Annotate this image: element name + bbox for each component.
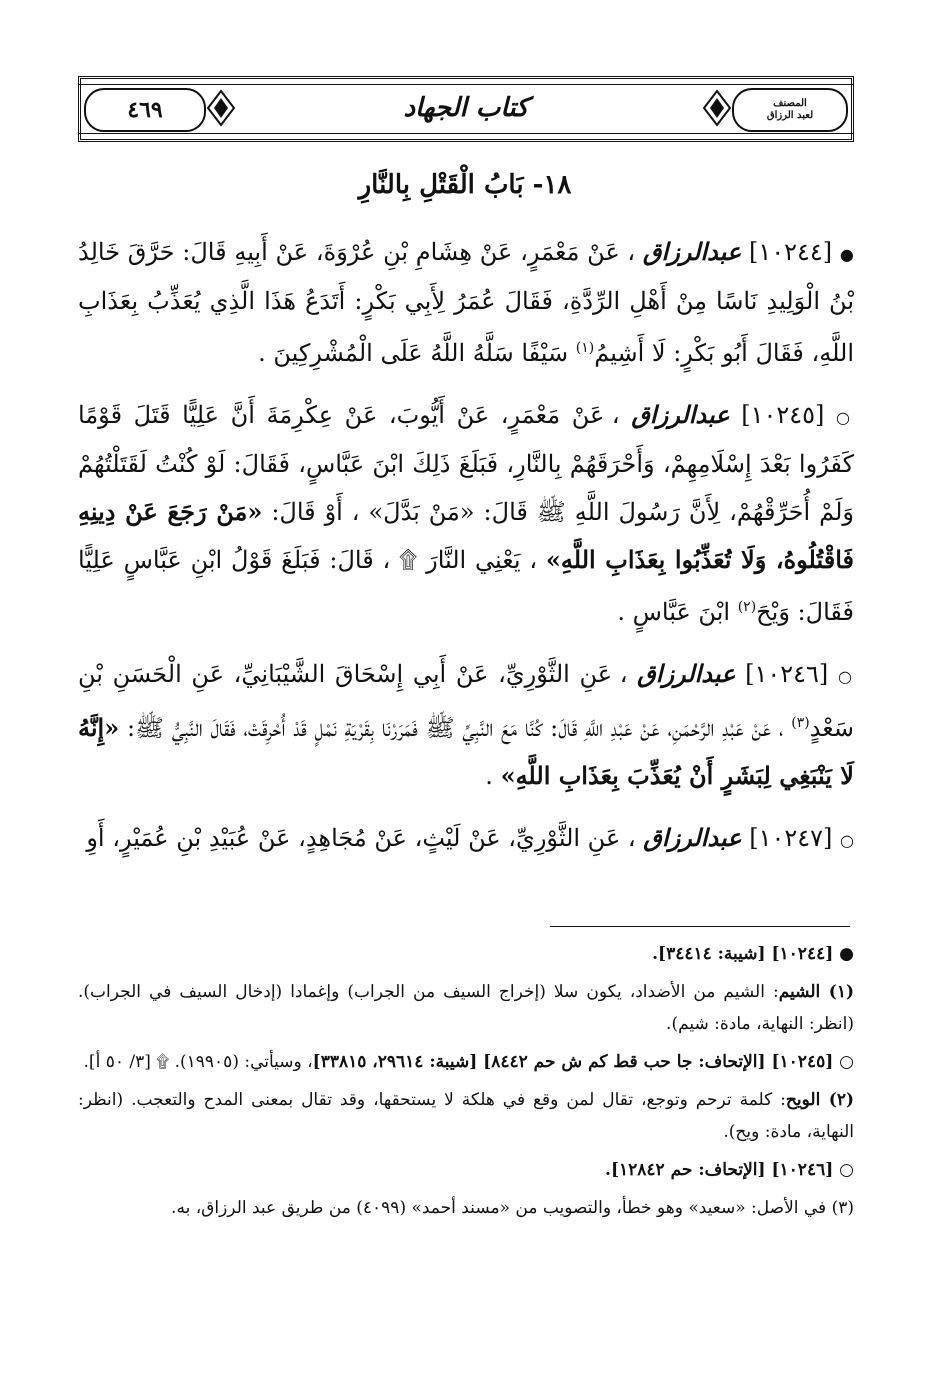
hadith-text: ، عَنِ الثَّوْرِيِّ، عَنْ أَبِي إِسْحَاقَ الشَّيْبَانِيِّ، عَنِ الْحَسَنِ بْنِ سَعْدٍ: [78, 660, 854, 742]
footnote: [78, 938, 854, 970]
narrator-name: عبدالرزاق: [643, 823, 742, 852]
hadith-paragraph: [78, 814, 854, 864]
hadith-text: ، عَنِ الثَّوْرِيِّ، عَنْ لَيْثٍ، عَنْ مُجَاهِدٍ، عَنْ عُبَيْدِ بْنِ عُمَيْرٍ، أَوِ: [86, 824, 636, 852]
hadith-text: ، عَنْ مَعْمَرٍ، عَنْ أَيُّوبَ، عَنْ عِكْرِمَةَ أَنَّ عَلِيًّا قَتَلَ قَوْمًا كَفَرُوا بَعْدَ إِسْلَامِهِمْ، وَأَحْرَقَهُمْ بِالنَّارِ، فَبَلَغَ ذَلِكَ ابْنَ عَبَّاسٍ، فَقَالَ: لَوْ كُنْتُ لَقَتَلْتُهُمْ وَلَمْ أُحَرِّقْهُمْ، لِأَنَّ رَسُولَ اللَّهِ ﷺ قَالَ:: [78, 401, 854, 526]
footnotes: [78, 938, 854, 1230]
footnote: [78, 1046, 854, 1078]
footnote: [78, 1084, 854, 1148]
narrator-name: عبدالرزاق: [631, 400, 730, 429]
footnote-label: (١) الشيم: [778, 982, 854, 1002]
page-header: [78, 76, 854, 142]
footnote: [78, 1154, 854, 1186]
footnote-ref: (٣): [791, 715, 810, 731]
hadith-paragraph: [78, 391, 854, 636]
hadith-number: [١٠٢٤٦]: [745, 660, 829, 688]
narrator-name: عبدالرزاق: [642, 237, 742, 266]
hadith-text: ، عَنْ عَبْدِ الرَّحْمَنِ، عَنْ عَبْدِ اللَّهِ قَالَ: كُنَّا مَعَ النَّبِيِّ ﷺ فَمَرَرْنَا بِقَرْيَةِ نَمْلٍ قَدْ أُحْرِقَتْ، فَقَالَ النَّبِيُّ ﷺ:: [126, 714, 784, 742]
page-number: ٤٦٩: [127, 97, 163, 123]
page-number-badge: [84, 88, 206, 132]
hadith-number: [١٠٢٤٧]: [749, 824, 833, 852]
hadith-text: ، أَوْ قَالَ:: [271, 498, 360, 526]
hadith-paragraph: [78, 650, 854, 800]
hadith-marker: ○: [836, 408, 854, 427]
footnote-text: (٣) في الأصل: «سعيد» وهو خطأ، والتصويب من «مسند أحمد» (٤٠٩٩) من طريق عبد الرزاق، به.: [171, 1198, 854, 1218]
logo-line: المصنف: [773, 98, 807, 109]
book-title: كتاب الجهاد: [403, 93, 529, 123]
footnote: [78, 1192, 854, 1224]
footnote-text: : الشيم من الأضداد، يكون سلا (إخراج السيف من الجراب) وإغمادا (إدخال السيف في الجراب). (انظر: النهاية، مادة: شيم).: [78, 982, 854, 1034]
hadith-text: ، عَنْ مَعْمَرٍ، عَنْ هِشَامِ بْنِ عُرْوَةَ، عَنْ أَبِيهِ قَالَ: حَرَّقَ خَالِدُ بْنُ الْوَلِيدِ نَاسًا مِنْ أَهْلِ الرِّدَّةِ، فَقَالَ عُمَرُ لِأَبِي بَكْرٍ: أَتَدَعُ هَذَا الَّذِي يُعَذِّبُ بِعَذَابِ اللَّهِ، فَقَالَ أَبُو بَكْرٍ: لَا أَشِيمُ: [78, 238, 854, 367]
chapter-heading: ١٨- بَابُ الْقَتْلِ بِالنَّارِ: [358, 170, 572, 200]
hadith-marker: ○: [840, 831, 854, 850]
footnote-label: (٢) الويح: [785, 1090, 854, 1110]
footnote-label: ● [١٠٢٤٤] [شيبة: ٣٤٤١٤].: [652, 944, 854, 964]
footnote-ref: (١): [575, 340, 595, 356]
footnote-label: ○ [١٠٢٤٥] [الإتحاف: جا حب قط كم ش حم ٨٤٤٢] [شيبة: ٢٩٦١٤، ٣٣٨١٥]: [312, 1052, 854, 1072]
hadith-text: .: [485, 762, 493, 790]
footnote-text: : كلمة ترحم وتوجع، تقال لمن وقع في هلكة لا يستحقها، وقد تقال بمعنى المدح والتعجب. (انظر: النهاية، مادة: ويح).: [78, 1090, 854, 1142]
logo-line: لعبد الرزاق: [766, 110, 814, 121]
hadith-paragraph: [78, 228, 854, 377]
footnote-ref: (٢): [737, 599, 757, 615]
footnote-label: ○ [١٠٢٤٦] [الإتحاف: حم ١٢٨٤٢].: [605, 1160, 854, 1180]
ornament-icon: [206, 89, 236, 127]
hadith-text: ابْنَ عَبَّاسٍ .: [617, 598, 731, 626]
hadith-text: ، يَعْنِي النَّارَ ۩ ، قَالَ: فَبَلَغَ قَوْلُ ابْنِ عَبَّاسٍ عَلِيًّا فَقَالَ: وَيْحَ: [78, 546, 854, 626]
hadith-number: [١٠٢٤٤]: [748, 238, 833, 266]
footnote-divider: [550, 926, 850, 927]
header-rule: [78, 84, 854, 85]
hadith-quote: «إِنَّهُ لَا يَنْبَغِي لِبَشَرٍ أَنْ يُعَذِّبَ بِعَذَابِ اللَّهِ»: [78, 713, 854, 790]
hadith-number: [١٠٢٤٥]: [741, 401, 825, 429]
hadith-text: سَيْفًا سَلَّهُ اللَّهُ عَلَى الْمُشْرِكِينَ .: [258, 339, 569, 367]
footnote-text: ، وسيأتي: (١٩٩٠٥). ۩ [٣/ ٥٠ أ].: [83, 1052, 313, 1072]
narrator-name: عبدالرزاق: [637, 659, 736, 688]
hadith-marker: ●: [839, 245, 855, 264]
hadith-quote: «مَنْ رَجَعَ عَنْ دِينِهِ فَاقْتُلُوهُ، وَلَا تُعَذِّبُوا بِعَذَابِ اللَّهِ»: [78, 497, 854, 574]
main-text: [78, 228, 854, 878]
hadith-quote: «مَنْ بَدَّلَ»: [368, 498, 475, 526]
ornament-icon: [702, 89, 732, 127]
book-logo: [732, 88, 848, 132]
header-rule: [78, 133, 854, 134]
footnote: [78, 976, 854, 1040]
hadith-marker: ○: [837, 667, 854, 686]
